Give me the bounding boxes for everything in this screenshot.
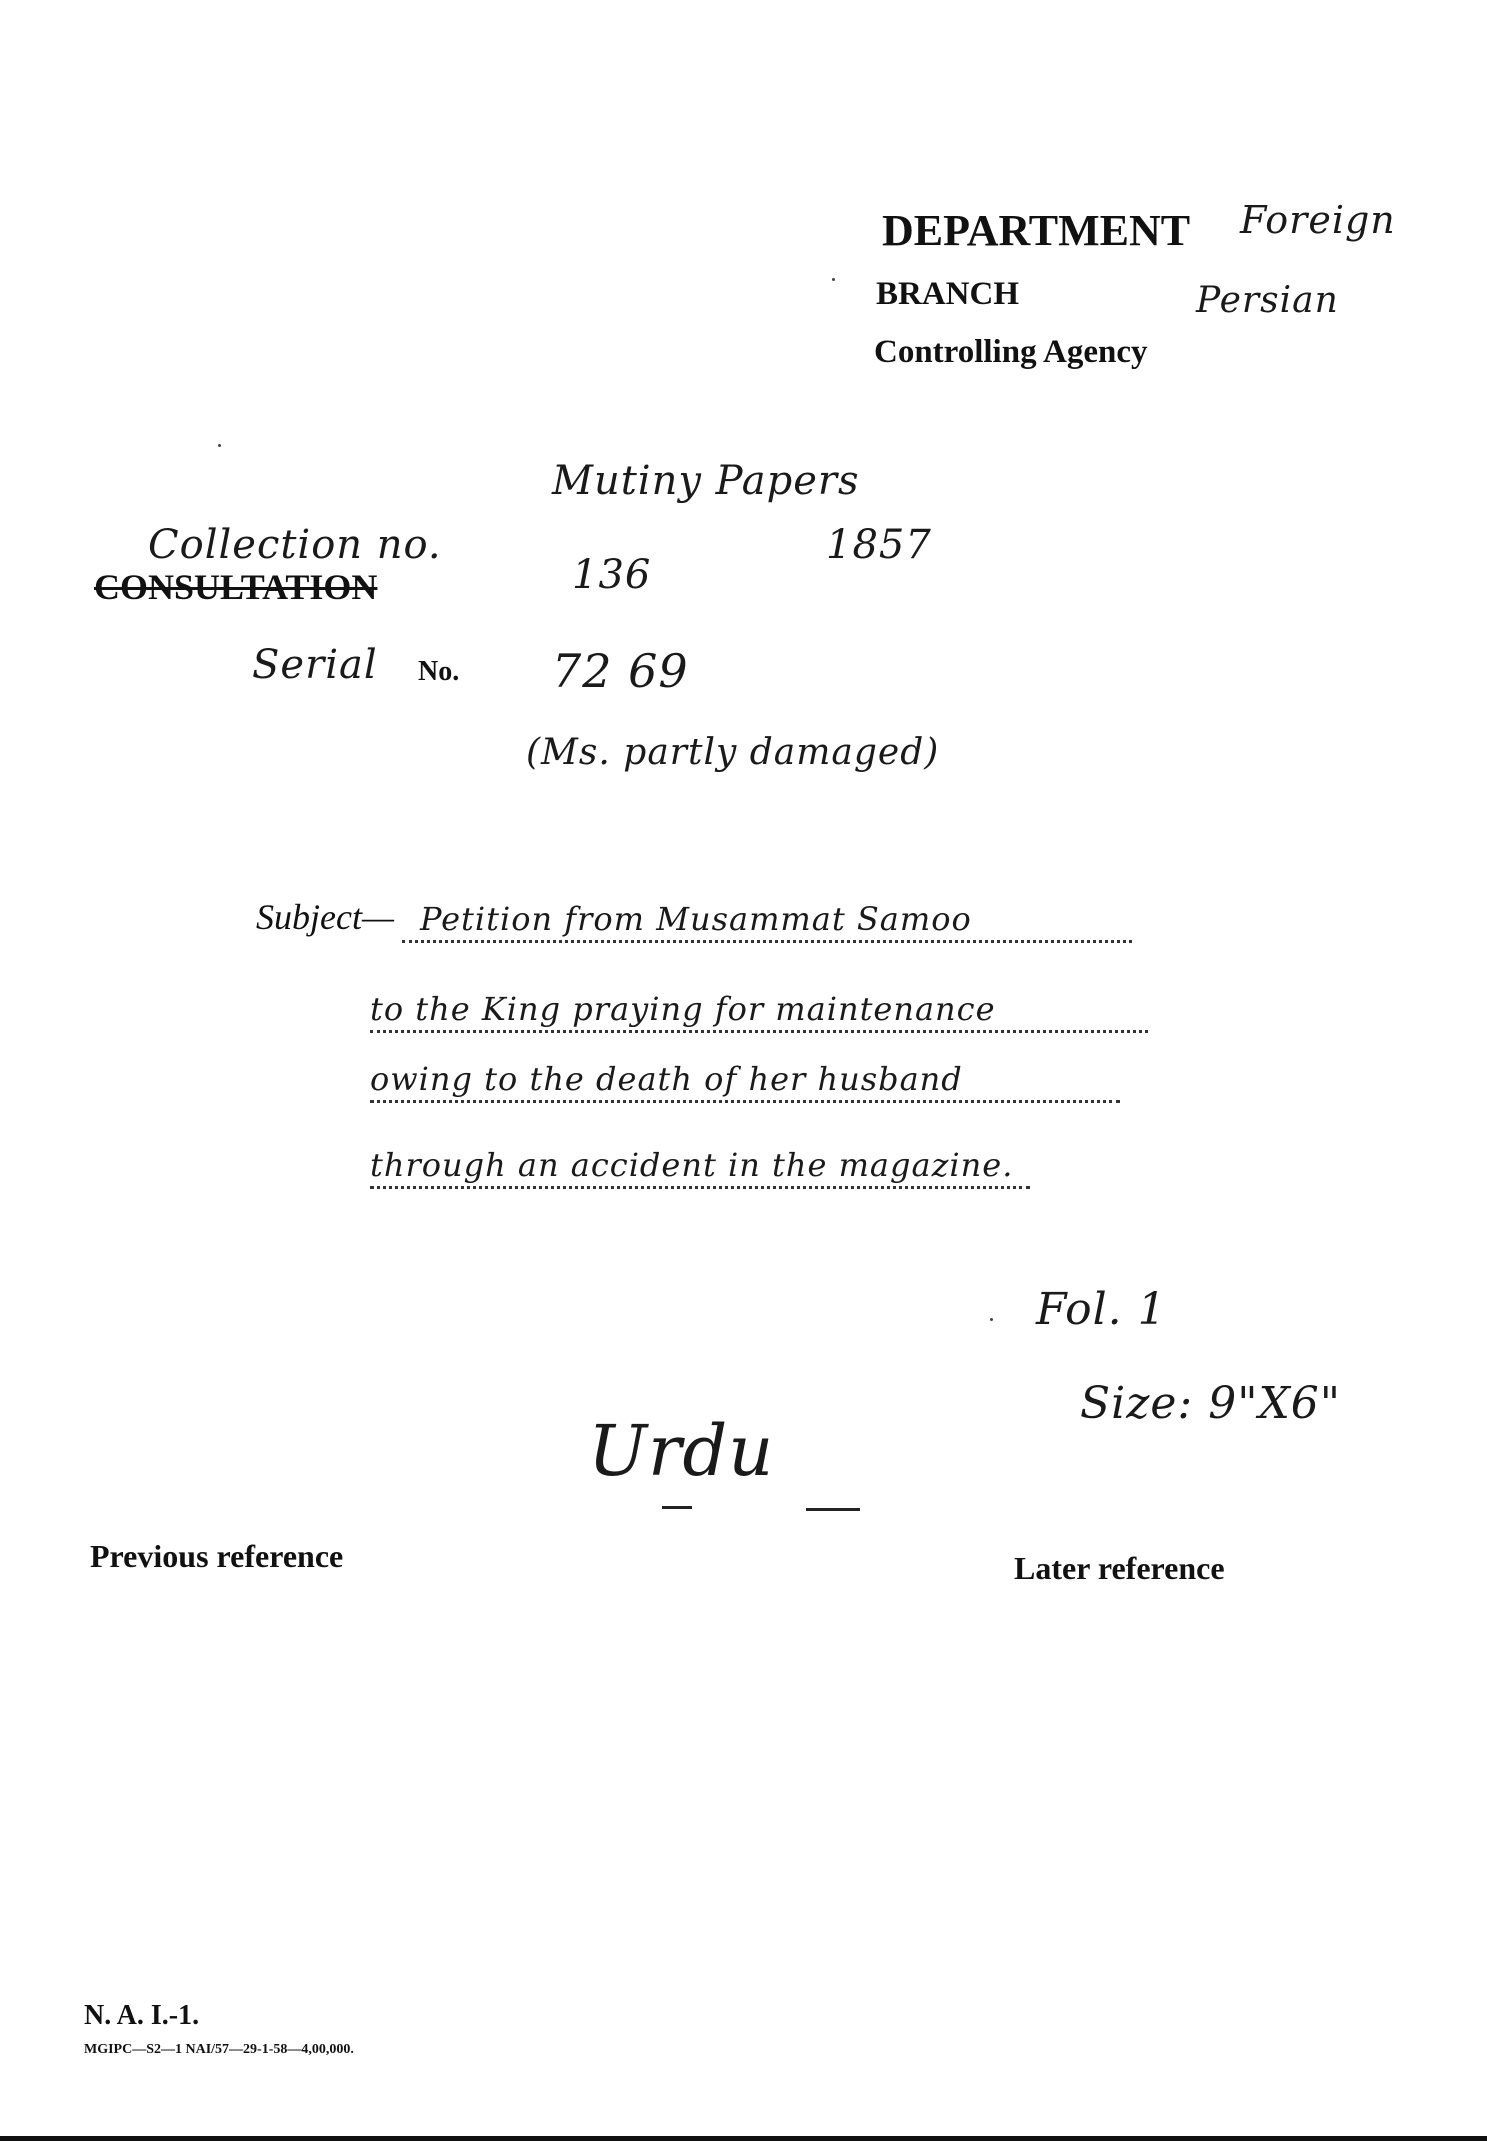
number-label: No.: [418, 656, 460, 687]
folio-count: Fol. 1: [1036, 1284, 1167, 1335]
department-label: DEPARTMENT: [882, 206, 1191, 255]
bottom-border: [0, 2136, 1487, 2141]
later-reference-label: Later reference: [1014, 1550, 1225, 1586]
serial-number: 72 69: [552, 644, 689, 698]
language-note: Urdu: [588, 1410, 775, 1492]
pen-stroke: [662, 1506, 692, 1509]
collection-label: Collection no.: [148, 522, 442, 568]
subject-dotted-line: [370, 1100, 1120, 1103]
collection-heading: Mutiny Papers: [552, 458, 860, 504]
controlling-agency-label: Controlling Agency: [874, 334, 1148, 370]
manuscript-note: (Ms. partly damaged): [526, 732, 940, 773]
consultation-struck-label: CONSULTATION: [94, 567, 378, 607]
subject-dotted-line: [402, 940, 1132, 943]
branch-label: BRANCH: [876, 276, 1020, 312]
subject-line: Petition from Musammat Samoo: [420, 900, 972, 938]
branch-value: Persian: [1196, 280, 1339, 321]
document-size: Size: 9"X6": [1080, 1378, 1342, 1429]
form-identifier: N. A. I.-1.: [84, 2000, 200, 2031]
pen-stroke: [806, 1508, 860, 1511]
ink-speck: [832, 278, 835, 281]
subject-line: through an accident in the magazine.: [370, 1146, 1014, 1184]
subject-dotted-line: [370, 1186, 1030, 1189]
subject-label: Subject—: [256, 897, 394, 937]
serial-label: Serial: [252, 642, 378, 688]
subject-dotted-line: [370, 1030, 1148, 1033]
previous-reference-label: Previous reference: [90, 1538, 344, 1574]
subject-line: owing to the death of her husband: [370, 1060, 963, 1098]
department-value: Foreign: [1240, 198, 1396, 242]
ink-speck: [218, 444, 221, 447]
collection-year: 1857: [826, 522, 932, 568]
printer-line: MGIPC—S2—1 NAI/57—29-1-58—4,00,000.: [84, 2042, 354, 2057]
subject-line: to the King praying for maintenance: [370, 990, 996, 1028]
ink-speck: [990, 1318, 993, 1321]
collection-number: 136: [572, 552, 652, 598]
